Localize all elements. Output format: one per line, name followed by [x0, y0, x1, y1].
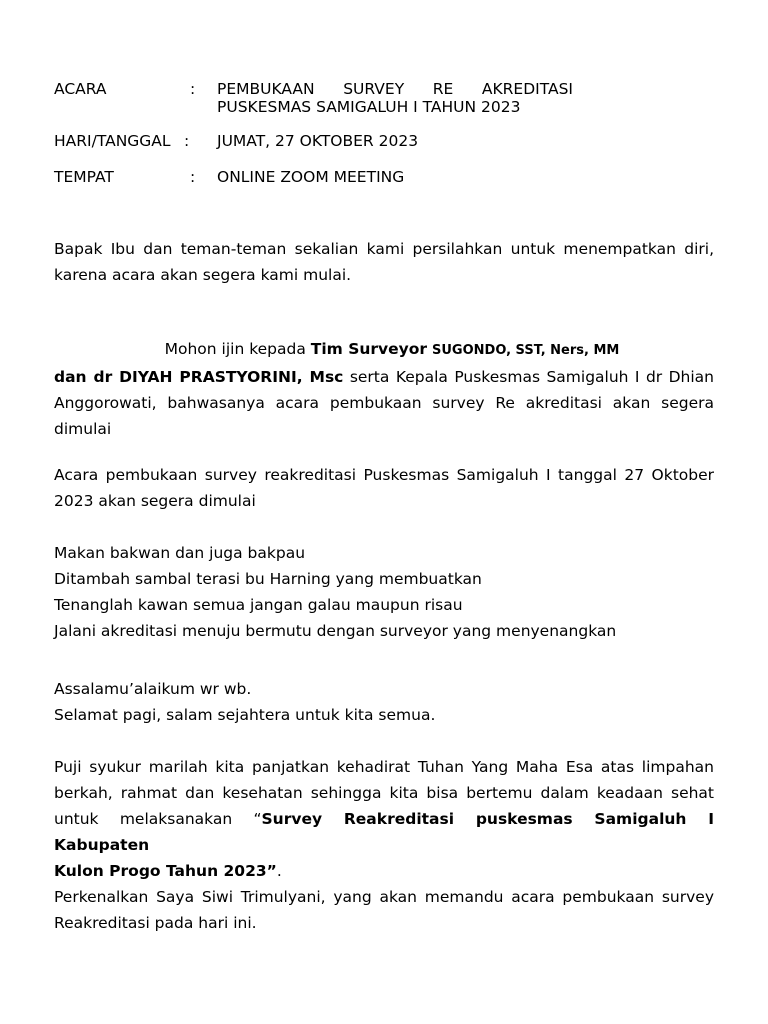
pantun-line: Ditambah sambal terasi bu Harning yang membuatkan	[54, 570, 482, 588]
header-row-hari-tanggal	[54, 128, 714, 154]
header-row-tempat	[54, 164, 714, 190]
event-name-bold: Survey Reakreditasi puskesmas Samigaluh I Kabupaten	[54, 810, 714, 854]
tempat-colon: :	[190, 168, 196, 186]
acara-paragraph	[54, 462, 714, 514]
puji-line	[54, 858, 714, 884]
pantun-line: Makan bakwan dan juga bakpau	[54, 544, 306, 562]
puji-syukur-paragraph	[54, 754, 714, 936]
surveyor-name-1: SUGONDO, SST, Ners, MM	[432, 343, 620, 358]
puji-line: berkah, rahmat dan kesehatan sehingga kita bisa bertemu dalam keadaan sehat	[54, 784, 714, 802]
event-name-bold-cont: Kulon Progo Tahun 2023”	[54, 862, 277, 880]
salam-paragraph	[54, 676, 714, 728]
puji-line	[54, 806, 714, 858]
pantun-line: Tenanglah kawan semua jangan galau maupun risau	[54, 596, 463, 614]
hari-tanggal-label: HARI/TANGGAL	[54, 132, 171, 150]
salam-line: Assalamu’alaikum wr wb.	[54, 680, 252, 698]
acara-label: ACARA	[54, 80, 107, 98]
mohon-line: Anggorowati, bahwasanya acara pembukaan survey Re akreditasi akan segera	[54, 394, 714, 412]
header-row-acara	[54, 76, 714, 116]
acara-value	[217, 76, 577, 120]
mohon-line: dimulai	[54, 420, 112, 438]
acara-line: 2023 akan segera dimulai	[54, 492, 256, 510]
acara-line: Acara pembukaan survey reakreditasi Puskesmas Samigaluh I tanggal 27 Oktober	[54, 466, 714, 484]
puji-line: Puji syukur marilah kita panjatkan kehadirat Tuhan Yang Maha Esa atas limpahan	[54, 758, 714, 776]
acara-value-line2: PUSKESMAS SAMIGALUH I TAHUN 2023	[217, 98, 521, 116]
mohon-first-line	[54, 336, 714, 364]
acara-value-line1: PEMBUKAAN SURVEY RE AKREDITASI	[217, 80, 573, 98]
hari-tanggal-value: JUMAT, 27 OKTOBER 2023	[217, 132, 419, 150]
surveyor-name-2: dan dr DIYAH PRASTYORINI, Msc	[54, 368, 344, 386]
intro-line: Bapak Ibu dan teman-teman sekalian kami persilahkan untuk menempatkan diri,	[54, 240, 714, 258]
puji-line: Reakreditasi pada hari ini.	[54, 914, 257, 932]
pantun-line: Jalani akreditasi menuju bermutu dengan surveyor yang menyenangkan	[54, 622, 617, 640]
salam-line: Selamat pagi, salam sejahtera untuk kita semua.	[54, 706, 436, 724]
puji-line4-suffix: .	[276, 862, 282, 880]
mohon-line	[54, 364, 714, 390]
hari-tanggal-colon: :	[184, 132, 190, 150]
pantun-verse	[54, 540, 714, 644]
puji-line: Perkenalkan Saya Siwi Trimulyani, yang akan memandu acara pembukaan survey	[54, 888, 714, 906]
tempat-value: ONLINE ZOOM MEETING	[217, 168, 405, 186]
mohon-line2-rest: serta Kepala Puskesmas Samigaluh I dr Dhian	[343, 368, 714, 386]
acara-colon: :	[190, 80, 196, 98]
puji-line3-prefix: untuk melaksanakan “	[54, 810, 262, 828]
mohon-prefix: Mohon ijin kepada	[164, 340, 311, 358]
tim-surveyor-text: Tim Surveyor	[310, 340, 428, 358]
tempat-label: TEMPAT	[54, 168, 114, 186]
event-header-table	[54, 76, 714, 186]
intro-paragraph	[54, 236, 714, 288]
intro-line: karena acara akan segera kami mulai.	[54, 266, 352, 284]
mohon-ijin-paragraph	[54, 336, 714, 442]
